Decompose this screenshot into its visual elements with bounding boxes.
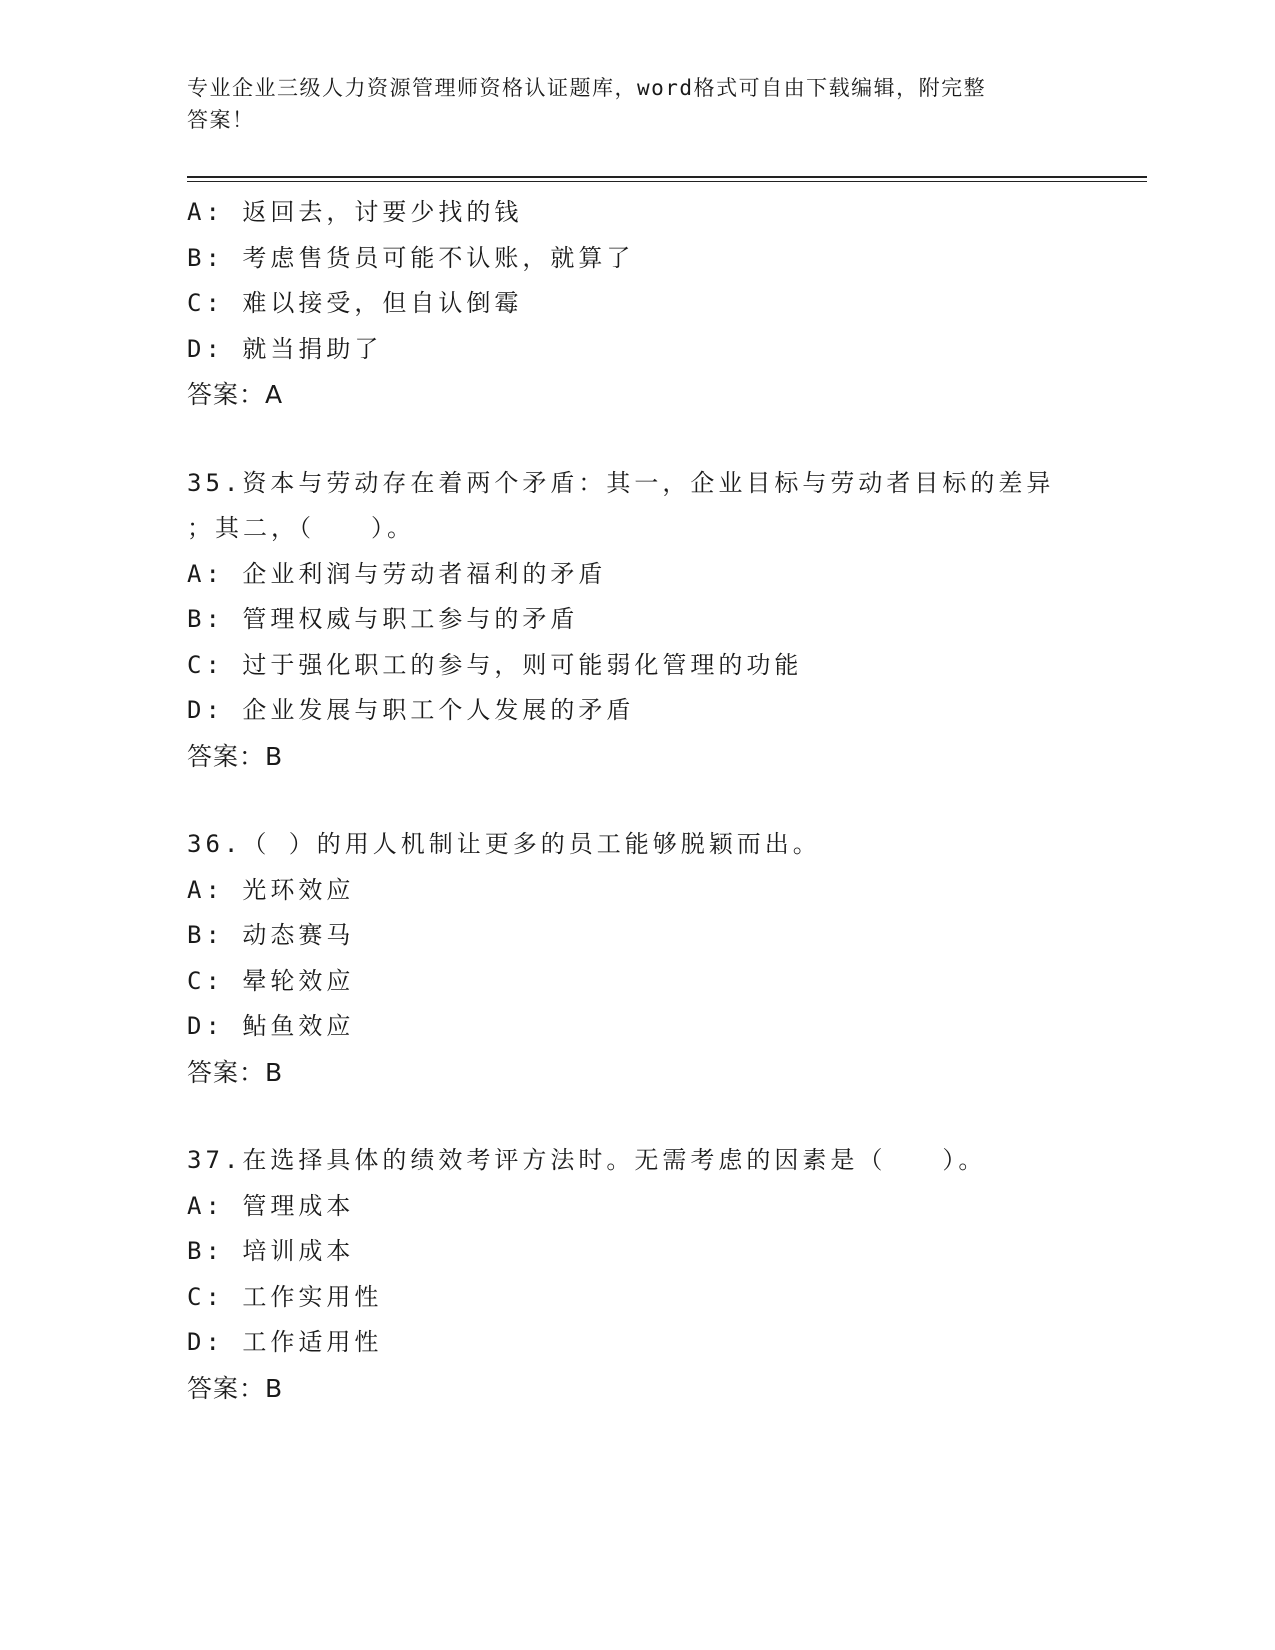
option-d: D: 就当捐助了 <box>187 334 383 363</box>
option-d: D: 鲇鱼效应 <box>187 1012 355 1040</box>
answer-line: 答案：B <box>187 741 284 771</box>
question-stem: 36.（ ）的用人机制让更多的员工能够脱颖而出。 <box>187 830 821 858</box>
answer-line: 答案：A <box>187 380 284 409</box>
option-a: A: 企业利润与劳动者福利的矛盾 <box>187 559 607 588</box>
answer-line: 答案：B <box>187 1057 284 1087</box>
option-d: D: 企业发展与职工个人发展的矛盾 <box>187 696 635 724</box>
option-a: A: 光环效应 <box>187 875 355 904</box>
header-line-1: 专业企业三级人力资源管理师资格认证题库，word格式可自由下载编辑，附完整 <box>187 76 987 100</box>
document-page <box>187 0 1147 1650</box>
document-header <box>187 72 1067 136</box>
question-list <box>187 190 1147 1411</box>
question-stem-line-2: ；其二，（ ）。 <box>187 514 415 542</box>
question-stem: 37.在选择具体的绩效考评方法时。无需考虑的因素是（ ）。 <box>187 1146 987 1174</box>
question-34 <box>187 190 1147 418</box>
option-c: C: 工作实用性 <box>187 1282 383 1311</box>
question-35 <box>187 461 1147 780</box>
option-c: C: 难以接受，但自认倒霉 <box>187 289 523 317</box>
header-divider <box>187 176 1147 182</box>
option-b: B: 管理权威与职工参与的矛盾 <box>187 605 579 633</box>
option-b: B: 考虑售货员可能不认账，就算了 <box>187 243 635 272</box>
option-b: B: 培训成本 <box>187 1237 355 1265</box>
header-line-2: 答案！ <box>187 108 255 132</box>
option-a: A: 返回去，讨要少找的钱 <box>187 198 523 226</box>
option-d: D: 工作适用性 <box>187 1328 383 1356</box>
answer-line: 答案：B <box>187 1373 284 1403</box>
question-stem-line-1: 35.资本与劳动存在着两个矛盾：其一，企业目标与劳动者目标的差异 <box>187 468 1055 497</box>
question-37 <box>187 1138 1147 1411</box>
question-36 <box>187 822 1147 1095</box>
option-c: C: 晕轮效应 <box>187 966 355 995</box>
option-a: A: 管理成本 <box>187 1191 355 1220</box>
option-c: C: 过于强化职工的参与，则可能弱化管理的功能 <box>187 650 803 679</box>
option-b: B: 动态赛马 <box>187 921 355 949</box>
